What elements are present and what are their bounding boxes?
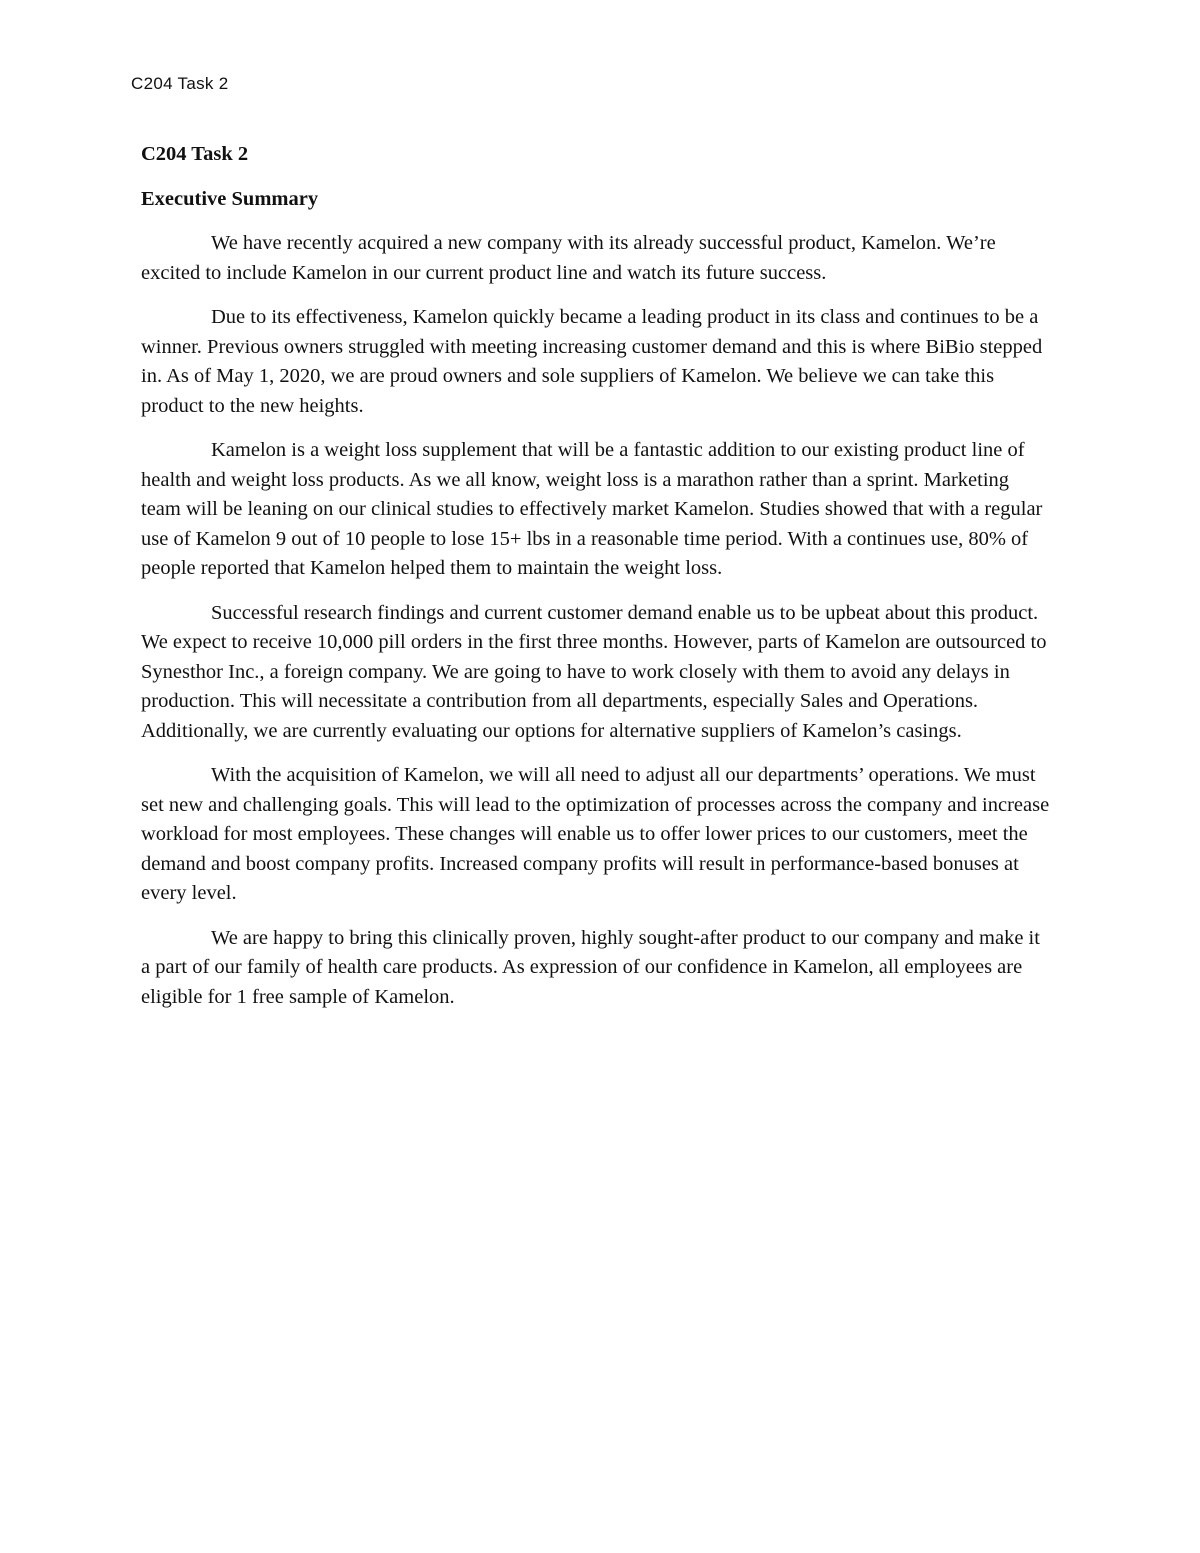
running-header: C204 Task 2 (131, 74, 229, 93)
paragraph-1: We have recently acquired a new company with its already successful product, Kamelon. We’re excited to include Kamelon in our current product line and watch its future success. (141, 232, 996, 284)
document-body (141, 140, 1053, 1027)
paragraph-2: Due to its effectiveness, Kamelon quickly became a leading product in its class and continues to be a winner. Previous owners struggled with meeting increasing customer demand and this is where BiBio stepped in. As of May 1, 2020, we are proud owners and sole suppliers of Kamelon. We believe we can take this product to the new heights. (141, 306, 1043, 417)
paragraph-3: Kamelon is a weight loss supplement that will be a fantastic addition to our existing product line of health and weight loss products. As we all know, weight loss is a marathon rather than a sprint. Marketing team will be leaning on our clinical studies to effectively market Kamelon. Studies showed that with a regular use of Kamelon 9 out of 10 people to lose 15+ lbs in a reasonable time period. With a continues use, 80% of people reported that Kamelon helped them to maintain the weight loss. (141, 439, 1043, 579)
paragraph-6: We are happy to bring this clinically proven, highly sought-after product to our company and make it a part of our family of health care products. As expression of our confidence in Kamelon, all employees are eligible for 1 free sample of Kamelon. (141, 926, 1040, 1008)
paragraph-5: With the acquisition of Kamelon, we will all need to adjust all our departments’ operations. We must set new and challenging goals. This will lead to the optimization of processes across the company and increase workload for most employees. These changes will enable us to offer lower prices to our customers, meet the demand and boost company profits. Increased company profits will result in performance-based bonuses at every level. (141, 764, 1050, 904)
section-heading: Executive Summary (141, 187, 319, 210)
document-title: C204 Task 2 (141, 143, 249, 165)
paragraph-4: Successful research findings and current customer demand enable us to be upbeat about this product. We expect to receive 10,000 pill orders in the first three months. However, parts of Kamelon are outsourced to Synesthor Inc., a foreign company. We are going to have to work closely with them to avoid any delays in production. This will necessitate a contribution from all departments, especially Sales and Operations. Additionally, we are currently evaluating our options for alternative suppliers of Kamelon’s casings. (141, 601, 1047, 742)
